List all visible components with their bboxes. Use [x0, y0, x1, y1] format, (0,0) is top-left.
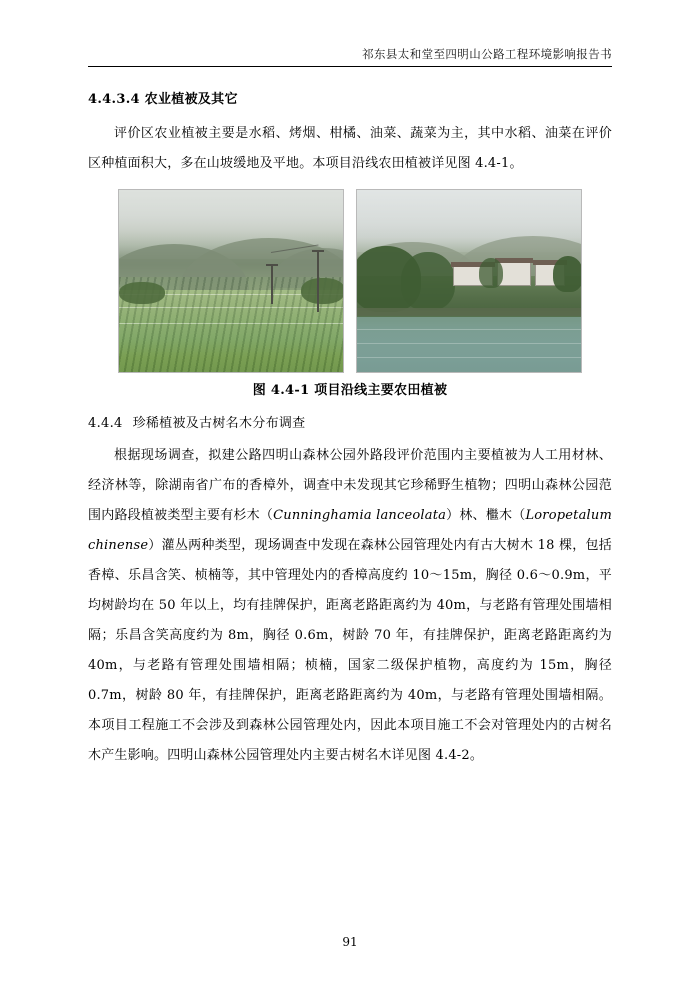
- photo2-roof-2: [495, 258, 533, 263]
- paragraph-rare-plants-survey: [88, 441, 612, 771]
- photo2-ripple-1: [357, 329, 581, 330]
- scientific-name-loropetalum: Loropetalum chinense: [88, 508, 612, 554]
- page-number: 91: [342, 935, 358, 949]
- photo2-tree-left2: [401, 252, 455, 310]
- photo2-ripple-2: [357, 343, 581, 344]
- paragraph-agricultural-vegetation: 评价区农业植被主要是水稻、烤烟、柑橘、油菜、蔬菜为主，其中水稻、油菜在评价区种植面积大，多在山坡缓地及平地。本项目沿线农田植被详见图 4.4-1。: [88, 125, 612, 171]
- photo2-ripple-3: [357, 357, 581, 358]
- scientific-name-cunninghamia: Cunninghamia lanceolata: [273, 508, 447, 524]
- paragraph-part-2: ）林、檵木（: [446, 508, 526, 524]
- paragraph-part-1: 根据现场调查，拟建公路四明山森林公园外路段评价范围内主要植被为人工用材林、经济林等，除湖南省广布的香樟外，调查中未发现其它珍稀野生植物；四明山森林公园范围内路段植被类型主要有杉木（: [88, 448, 612, 524]
- heading-4-4-4: [88, 412, 612, 435]
- figure-4-4-1-caption: 图 4.4-1 项目沿线主要农田植被: [252, 382, 448, 398]
- photo2-pond-water: [357, 317, 581, 372]
- photo-utility-pole-1: [317, 250, 319, 312]
- page-content: [88, 86, 612, 771]
- photo2-bank: [357, 308, 581, 316]
- heading-4-4-4-number: 4.4.4: [88, 415, 123, 431]
- photo2-tree-mid: [479, 258, 503, 288]
- heading-4-4-4-text: 珍稀植被及古树名木分布调查: [132, 415, 306, 431]
- rice-paddy-fields-photo: [118, 189, 344, 373]
- figure-4-4-1-images: [88, 189, 612, 373]
- photo-utility-pole-2: [271, 264, 273, 304]
- heading-4-4-3-4: 4.4.3.4 农业植被及其它: [88, 92, 238, 107]
- page-header: 祁东县太和堂至四明山公路工程环境影响报告书: [362, 47, 612, 61]
- photo-bush-right: [301, 278, 344, 304]
- header-divider: [88, 66, 612, 67]
- paragraph-part-3: ）灌丛两种类型，现场调查中发现在森林公园管理处内有古大树木 18 棵，包括香樟、乐昌含笑、桢楠等，其中管理处内的香樟高度约 10～15m，胸径 0.6～0.9m，平均树龄均在 50 年以上，均有挂牌保护，距离老路距离约为 40m，与老路有管理处围墙相隔；乐昌含笑高度约为 8m，胸径 0.6m，树龄 70 年，有挂牌保护，距离老路距离约为 40m，与老路有管理处围墙相隔；桢楠，国家二级保护植物，高度约为 15m，胸径 0.7m，树龄 80 年，有挂牌保护，距离老路距离约为 40m，与老路有管理处围墙相隔。本项目工程施工不会涉及到森林公园管理处内，因此本项目施工不会对管理处内的古树名木产生影响。四明山森林公园管理处内主要古树名木详见图 4.4-2。: [88, 538, 612, 764]
- photo-bush-left: [119, 282, 165, 304]
- photo2-tree-right: [553, 256, 582, 292]
- village-houses-pond-photo: [356, 189, 582, 373]
